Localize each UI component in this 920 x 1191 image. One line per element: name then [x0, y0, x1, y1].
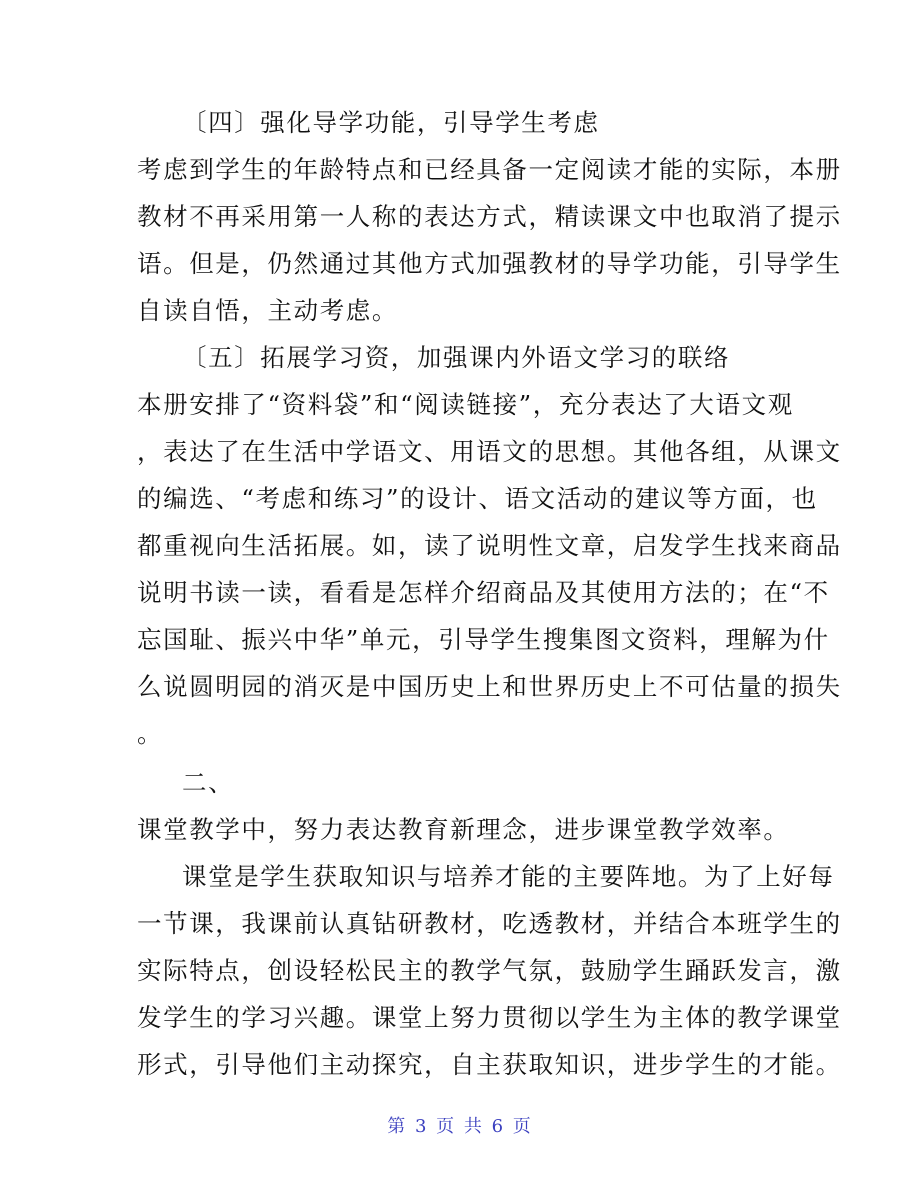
paragraph-line: 实际特点，创设轻松民主的教学气氛，鼓励学生踊跃发言，激: [137, 956, 842, 985]
paragraph-line: 。: [137, 719, 164, 748]
paragraph-line: 么说圆明园的消灭是中国历史上和世界历史上不可估量的损失: [137, 672, 842, 701]
paragraph-line: 都重视向生活拓展。如，读了说明性文章，启发学生找来商品: [137, 531, 842, 560]
section-heading-4: 〔四〕强化导学功能，引导学生考虑: [182, 108, 600, 137]
paragraph-line: 说明书读一读，看看是怎样介绍商品及其使用方法的；在“不: [137, 578, 830, 607]
section-heading-2: 课堂教学中，努力表达教育新理念，进步课堂教学效率。: [137, 815, 790, 844]
paragraph-line: 自读自悟，主动考虑。: [137, 296, 398, 325]
paragraph-line: 语。但是，仍然通过其他方式加强教材的导学功能，引导学生: [137, 249, 842, 278]
paragraph-line: 形式，引导他们主动探究，自主获取知识，进步学生的才能。: [137, 1050, 842, 1079]
section-number-2: 二、: [182, 768, 235, 797]
paragraph-line: 的编选、“考虑和练习”的设计、语文活动的建议等方面，也: [137, 484, 818, 513]
paragraph-line: 本册安排了“资料袋”和“阅读链接”，充分表达了大语文观: [137, 390, 794, 419]
paragraph-line: 一节课，我课前认真钻研教材，吃透教材，并结合本班学生的: [137, 909, 842, 938]
paragraph-line: ，表达了在生活中学语文、用语文的思想。其他各组，从课文: [137, 437, 842, 466]
paragraph-line: 发学生的学习兴趣。课堂上努力贯彻以学生为主体的教学课堂: [137, 1003, 842, 1032]
paragraph-line: 忘国耻、振兴中华”单元，引导学生搜集图文资料，理解为什: [137, 625, 830, 654]
paragraph-line: 教材不再采用第一人称的表达方式，精读课文中也取消了提示: [137, 202, 842, 231]
section-heading-5: 〔五〕拓展学习资，加强课内外语文学习的联络: [182, 343, 731, 372]
paragraph-line: 课堂是学生获取知识与培养才能的主要阵地。为了上好每: [182, 862, 835, 891]
paragraph-line: 考虑到学生的年龄特点和已经具备一定阅读才能的实际，本册: [137, 155, 842, 184]
page-number-footer: 第 3 页 共 6 页: [387, 1116, 533, 1137]
